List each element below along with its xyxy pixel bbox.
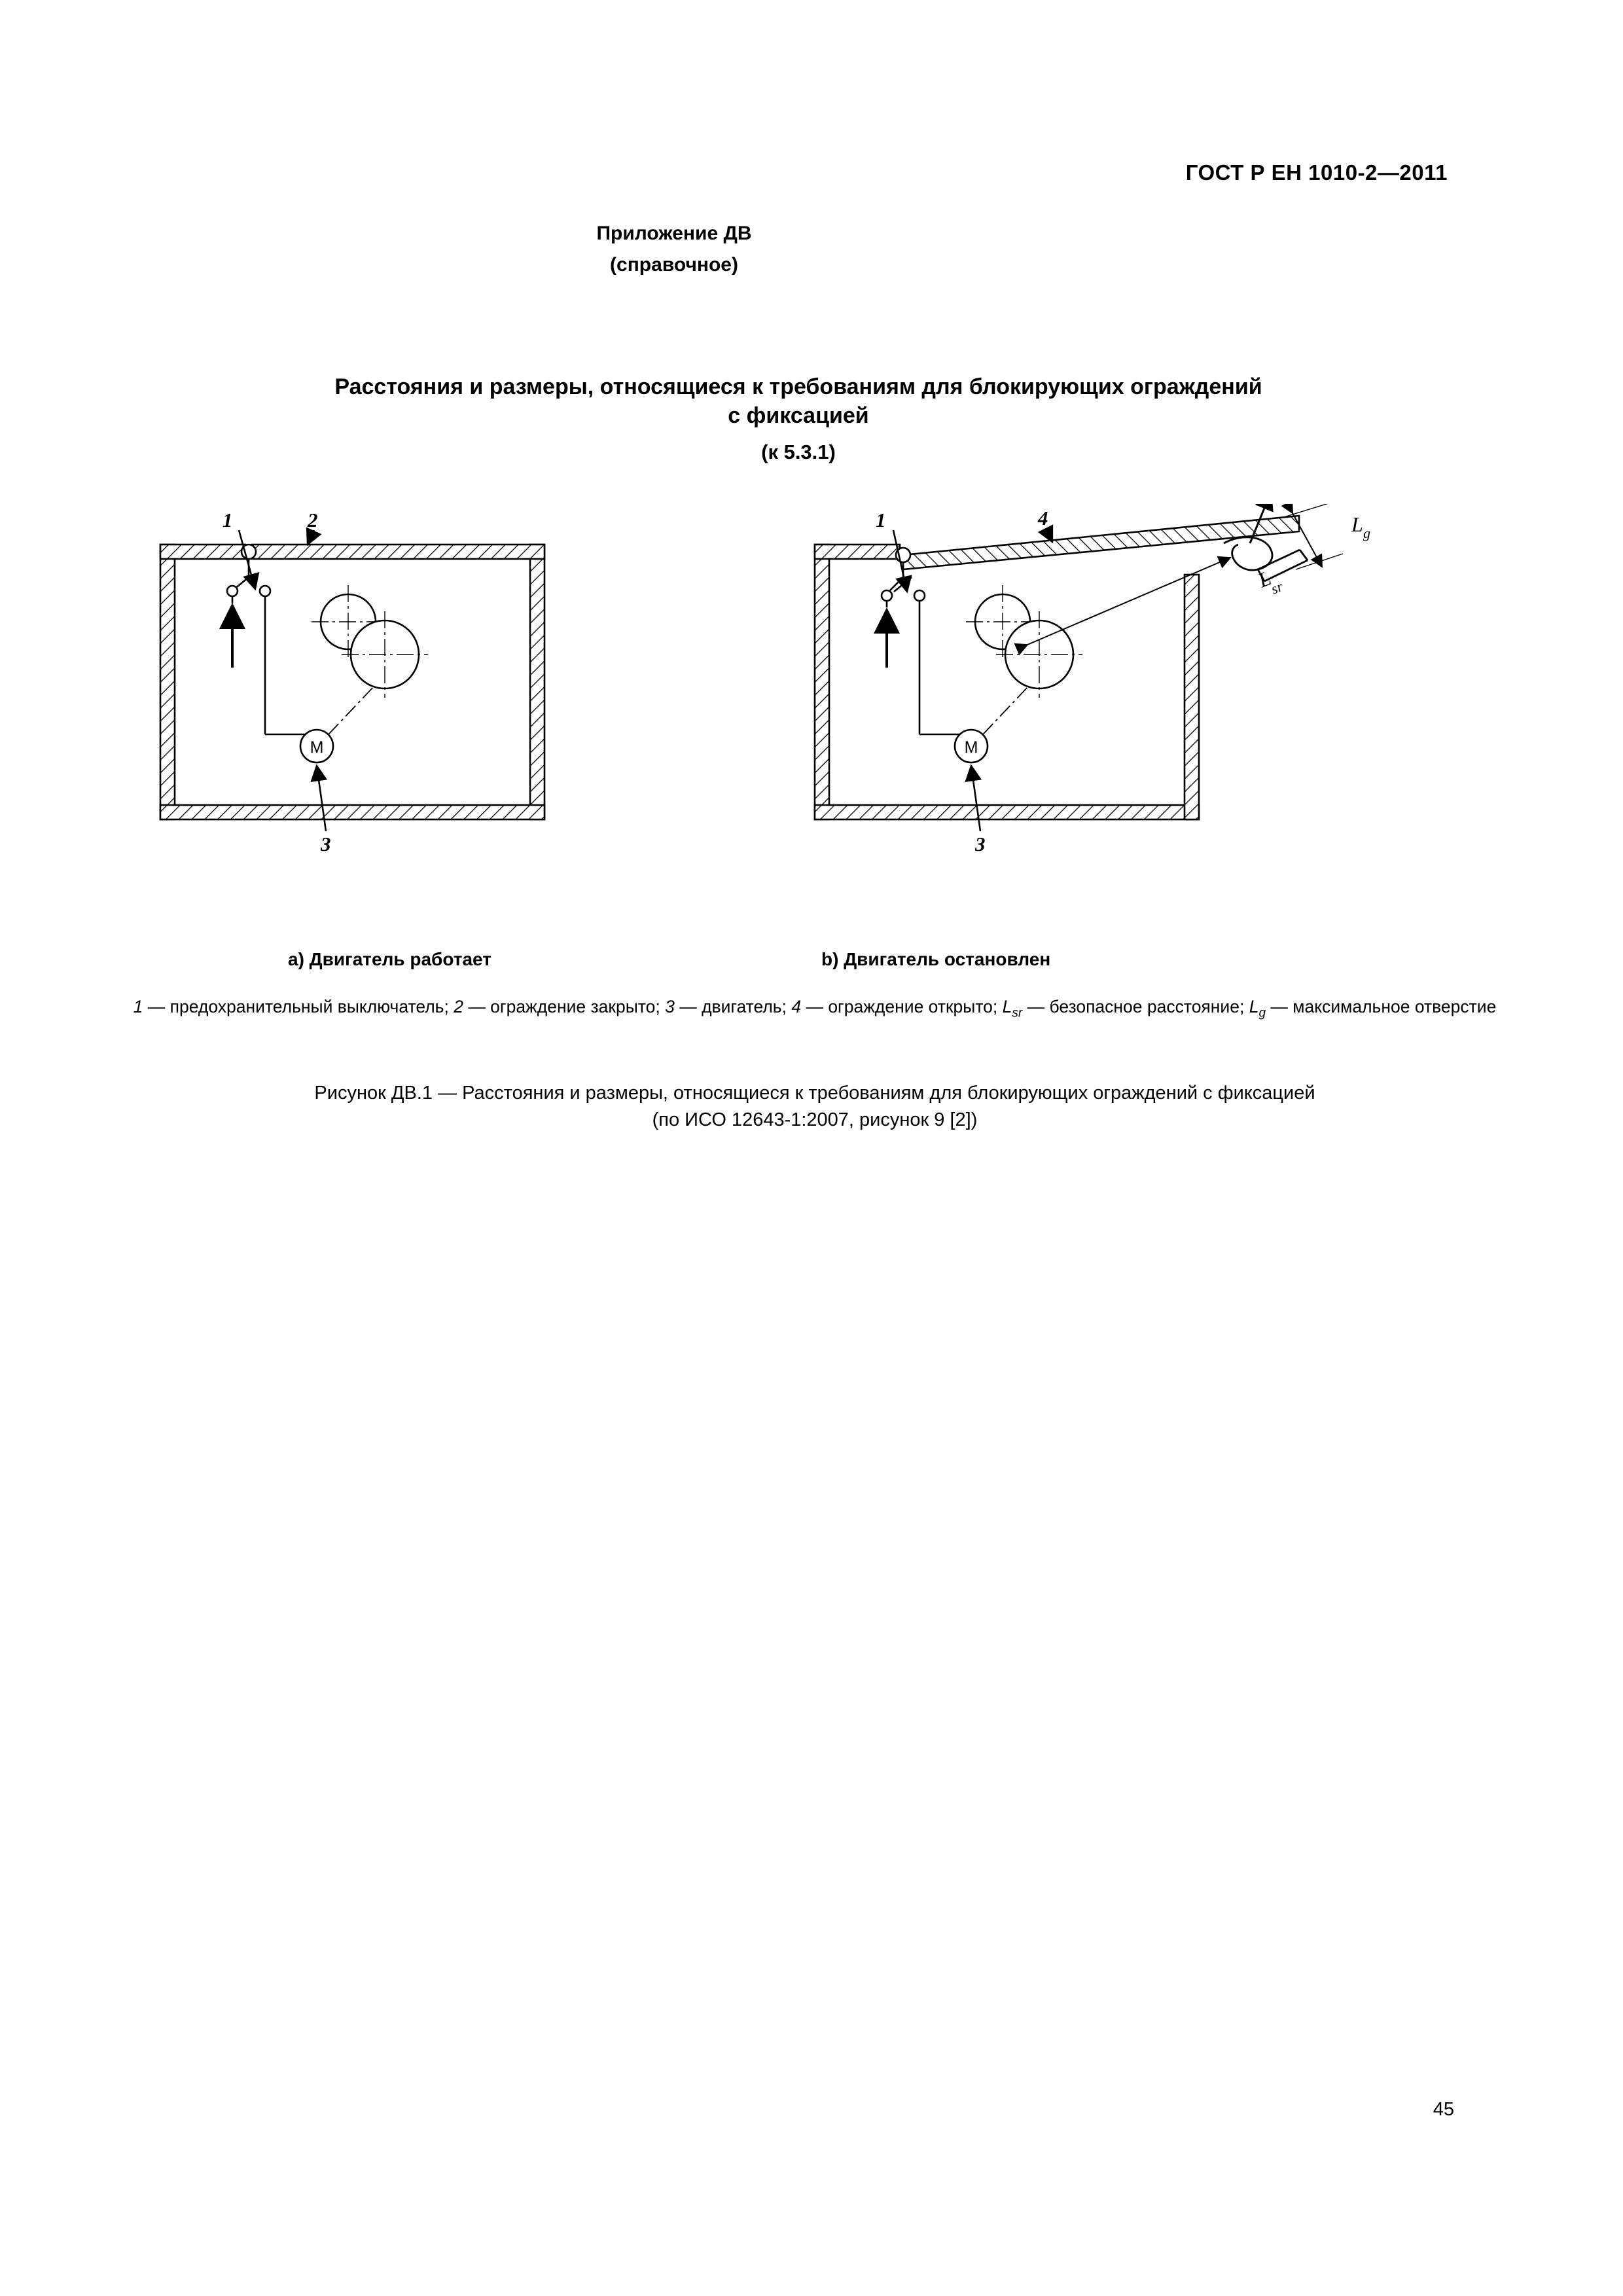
legend-num-3: 3	[665, 997, 675, 1016]
motor-b	[955, 686, 1029, 762]
enclosure-a	[160, 545, 544, 819]
dimension-lsr	[1027, 558, 1230, 645]
label-lsr: L	[1255, 565, 1275, 592]
annex-subtitle: (справочное)	[610, 254, 738, 276]
guard-open-b	[903, 516, 1299, 569]
legend-text-6: — максимальное отверстие	[1266, 997, 1497, 1016]
section-title	[0, 373, 1623, 464]
label-lg: L	[1351, 512, 1363, 536]
figure-caption	[111, 1080, 1518, 1133]
legend-num-1: 1	[133, 997, 143, 1016]
sublabel-a: a) Двигатель работает	[288, 949, 491, 969]
legend-sym-lsr: L	[1002, 997, 1012, 1016]
legend-sym-lg: L	[1249, 997, 1259, 1016]
svg-text:3: 3	[975, 833, 986, 855]
figure-drawing	[118, 504, 1525, 988]
dimension-lg	[1284, 504, 1343, 569]
callout-b-4	[1037, 507, 1052, 542]
diagram-b-motor-stopped	[815, 504, 1343, 855]
legend-sym-lsr-sub: sr	[1012, 1006, 1023, 1020]
section-title-line2: с фиксацией	[728, 403, 869, 428]
safety-switch-b	[882, 562, 962, 734]
annex-heading	[0, 223, 1623, 276]
page-header-standard: ГОСТ Р ЕН 1010-2—2011	[1185, 160, 1448, 185]
figure-caption-line1: Рисунок ДВ.1 — Расстояния и размеры, относящиеся к требованиям для блокирующих ограждений с фиксацией	[314, 1083, 1315, 1103]
svg-text:M: M	[964, 738, 978, 757]
rollers-a	[312, 585, 428, 698]
figure-legend	[124, 995, 1505, 1022]
enclosure-b	[815, 545, 1199, 819]
legend-sym-lg-sub: g	[1258, 1006, 1266, 1020]
svg-text:1: 1	[223, 509, 233, 531]
svg-text:1: 1	[876, 509, 886, 531]
svg-text:2: 2	[308, 509, 318, 531]
svg-text:3: 3	[321, 833, 331, 855]
diagram-a-motor-running	[160, 509, 544, 855]
legend-text-1: — предохранительный выключатель;	[143, 997, 454, 1016]
legend-num-4: 4	[791, 997, 802, 1016]
svg-text:4: 4	[1038, 507, 1048, 529]
label-lg-sub: g	[1363, 525, 1370, 541]
legend-text-2: — ограждение закрыто;	[463, 997, 666, 1016]
page-number: 45	[1433, 2099, 1454, 2120]
label-lsr-sub: sr	[1268, 578, 1285, 598]
callout-a-2	[307, 509, 318, 545]
section-title-line1: Расстояния и размеры, относящиеся к требованиям для блокирующих ограждений	[334, 374, 1262, 399]
legend-num-2: 2	[454, 997, 463, 1016]
rollers-b	[966, 585, 1082, 698]
legend-text-5: — безопасное расстояние;	[1022, 997, 1249, 1016]
svg-text:M: M	[310, 738, 324, 757]
annex-title: Приложение ДВ	[596, 223, 752, 244]
motor-a	[300, 686, 374, 762]
legend-text-4: — ограждение открыто;	[801, 997, 1003, 1016]
figure-sublabels	[0, 949, 1623, 975]
section-title-reference: (к 5.3.1)	[761, 440, 836, 464]
sublabel-b: b) Двигатель остановлен	[821, 949, 1051, 969]
figure-dv1	[118, 504, 1525, 988]
figure-caption-line2: (по ИСО 12643-1:2007, рисунок 9 [2])	[652, 1109, 978, 1130]
safety-switch-a	[227, 559, 308, 734]
legend-text-3: — двигатель;	[674, 997, 792, 1016]
